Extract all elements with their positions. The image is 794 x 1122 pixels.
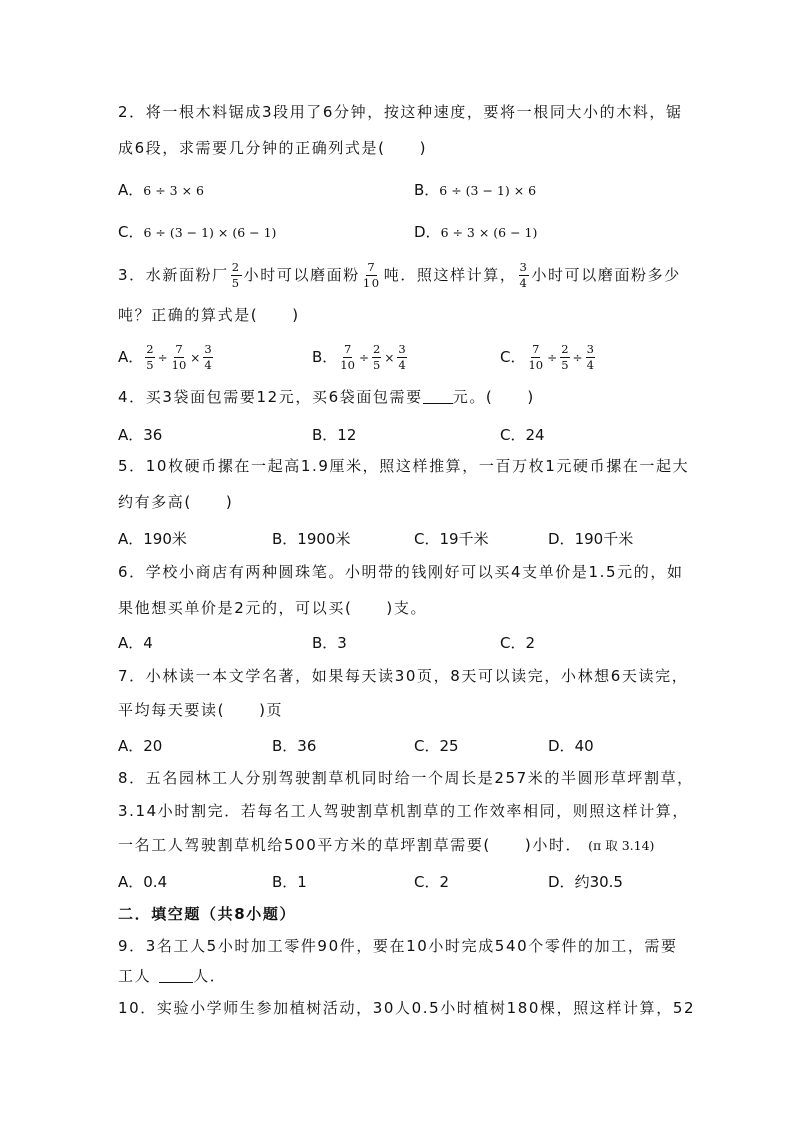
denominator: 5 [373,358,381,372]
operator: × [384,350,395,365]
denominator: 4 [398,358,406,372]
numerator: 2 [146,342,154,356]
numerator: 7 [367,260,377,274]
numerator: 7 [175,342,183,356]
denominator: 4 [204,358,212,372]
q5-line-1: 5．10枚硬币摞在一起高1.9厘米，照这样推算，一百万枚1元硬币摞在一起大 [118,457,690,475]
q5-option-c [414,529,489,549]
q8-option-c [414,872,449,892]
option-text: 6 ÷ 3 × 6 [143,183,204,198]
option-label: B． [272,530,298,548]
option-text: 0.4 [143,873,168,891]
denominator: 5 [561,358,569,372]
q4-fill-blank [423,389,453,404]
q8-pi-note: (π 取 3.14) [588,838,655,853]
operator: ÷ [358,350,369,365]
option-fraction-b [560,343,569,372]
q4-text-pre: 4．买3袋面包需要12元，买6袋面包需要 [118,388,423,406]
q8-stem-text: 一名工人驾驶割草机给500平方米的草坪割草需要( [118,836,491,854]
q2-option-d [414,222,537,243]
denominator: 10 [528,358,544,372]
option-text: 20 [143,737,163,755]
option-text: 6 ÷ (3 − 1) × (6 − 1) [143,225,277,240]
q6-option-c [500,633,535,653]
option-text: 40 [574,737,594,755]
q8-option-b [272,872,307,892]
option-text: 190千米 [574,530,634,548]
option-fraction-b [372,343,381,372]
q7-line-2 [118,700,283,720]
q3-text-1: 3．水新面粉厂 [118,266,229,284]
q2-line-1: 2．将一根木料锯成3段用了6分钟，按这种速度，要将一根同大小的木料，锯 [118,103,683,121]
q5-option-a [118,529,187,549]
q8-line-1: 8．五名园林工人分别驾驶割草机同时给一个周长是257米的半圆形草坪割草， [118,769,694,787]
q2-option-a [118,180,204,201]
numerator: 7 [343,342,352,356]
numerator: 2 [373,342,381,356]
q3-option-a [118,340,215,375]
option-label: A． [118,348,144,366]
q7-option-d [548,736,594,756]
numerator: 3 [519,260,529,274]
option-label: B． [414,181,440,199]
option-text: 24 [525,426,545,444]
q3-stem-text: 吨？正确的算式是( [118,306,259,324]
option-text: 6 ÷ (3 − 1) × 6 [439,183,537,198]
option-fraction-c [397,343,406,372]
q6-option-a [118,633,153,653]
option-label: C． [414,737,440,755]
numerator: 3 [586,342,594,356]
option-text: 12 [337,426,357,444]
option-label: A． [118,873,144,891]
denominator: 4 [519,276,529,290]
q4-text-post: 元。( [452,388,494,406]
q3-option-b [312,340,409,375]
option-label: C． [118,223,144,241]
q6-stem-text: 果他想买单价是2元的，可以买( [118,599,353,617]
numerator: 3 [204,342,212,356]
q3-line-2 [118,305,300,325]
q8-close: )小时． [524,836,583,854]
option-text: 19千米 [439,530,489,548]
option-text: 4 [143,634,153,652]
q7-option-b [272,736,316,756]
option-text: 3 [337,634,347,652]
option-text: 36 [297,737,317,755]
option-label: A． [118,426,144,444]
q6-line-1: 6．学校小商店有两种圆珠笔。小明带的钱刚好可以买4支单价是1.5元的，如 [118,563,684,581]
option-label: D． [414,223,441,241]
q9-line-2 [118,966,226,986]
q3-line-1 [118,258,681,292]
option-label: B． [312,426,338,444]
q4-line-1 [118,387,535,407]
option-label: A． [118,530,144,548]
option-text: 约30.5 [574,873,623,891]
q3-fraction-1 [231,261,242,290]
numerator: 2 [231,260,241,274]
option-label: B． [272,737,298,755]
q3-close: ) [292,306,300,324]
denominator: 10 [362,276,381,290]
q8-line-3 [118,835,654,856]
option-label: D． [548,530,575,548]
option-label: C． [414,530,440,548]
option-label: B． [312,634,338,652]
operator: × [190,350,201,365]
q7-line-1: 7．小林读一本文学名著，如果每天读30页，8天可以读完，小林想6天读完， [118,667,689,685]
q2-close: ) [419,139,428,157]
option-text: 2 [439,873,450,891]
q6-close: )支。 [386,599,428,617]
option-label: A． [118,737,144,755]
q6-option-b [312,633,347,653]
option-label: D． [548,737,575,755]
option-fraction-a [145,343,154,372]
q3-fraction-2 [362,261,382,290]
q10-line-1: 10．实验小学师生参加植树活动，30人0.5小时植树180棵，照这样计算，52 [118,999,696,1017]
q9-line-1: 9．3名工人5小时加工零件90件，要在10小时完成540个零件的加工，需要 [118,937,678,955]
operator: ÷ [547,350,558,365]
option-text: 6 ÷ 3 × (6 − 1) [440,225,538,240]
q8-line-2: 3.14小时割完．若每名工人驾驶割草机割草的工作效率相同，则照这样计算， [118,802,690,820]
q5-close: ) [225,493,234,511]
q2-option-c [118,222,276,243]
option-label: C． [500,348,526,366]
q7-option-c [414,736,459,756]
q3-fraction-3 [519,261,530,290]
q4-option-b [312,425,356,445]
option-label: A． [118,634,144,652]
option-label: A． [118,181,144,199]
denominator: 10 [171,358,187,372]
denominator: 10 [340,358,355,372]
q5-option-d [548,529,633,549]
q2-stem-text: 成6段，求需要几分钟的正确列式是( [118,139,386,157]
q9-text-post: 人． [193,967,227,985]
q7-stem-text: 平均每天要读( [118,701,226,719]
option-fraction-c [586,343,595,372]
option-fraction-c [203,343,212,372]
numerator: 7 [532,342,540,356]
q8-option-d [548,872,623,892]
denominator: 4 [586,358,594,372]
q5-stem-text: 约有多高( [118,493,192,511]
q5-option-b [272,529,350,549]
denominator: 5 [231,276,241,290]
option-label: B． [272,873,298,891]
q2-line-2 [118,138,427,158]
option-text: 25 [439,737,459,755]
option-text: 190米 [143,530,187,548]
q7-close: )页 [259,701,284,719]
q3-text-2: 小时可以磨面粉 [243,266,360,284]
q4-close: ) [527,388,535,406]
q7-option-a [118,736,162,756]
q5-line-2 [118,492,233,512]
operator: ÷ [572,350,583,365]
option-text: 1 [297,873,307,891]
option-label: C． [414,873,440,891]
q2-option-b [414,180,536,201]
q3-text-3: 吨．照这样计算， [383,266,517,284]
numerator: 2 [561,342,569,356]
option-label: D． [548,873,575,891]
q4-option-a [118,425,162,445]
q3-text-4: 小时可以磨面粉多少 [531,266,681,284]
q6-line-2 [118,598,427,618]
q3-option-c [500,340,597,375]
q9-fill-blank [159,968,193,983]
operator: ÷ [157,350,168,365]
option-fraction-a [527,343,544,372]
section-heading: 二．填空题（共8小题） [118,905,297,923]
q8-option-a [118,872,167,892]
denominator: 5 [146,358,154,372]
option-fraction-b [171,343,188,372]
option-label: C． [500,634,526,652]
option-fraction-a [339,343,356,372]
option-label: C． [500,426,526,444]
option-text: 2 [525,634,536,652]
q4-option-c [500,425,545,445]
q9-text-pre: 工人 [118,967,152,985]
option-text: 1900米 [297,530,351,548]
option-label: B． [312,348,338,366]
option-text: 36 [143,426,163,444]
numerator: 3 [398,342,406,356]
